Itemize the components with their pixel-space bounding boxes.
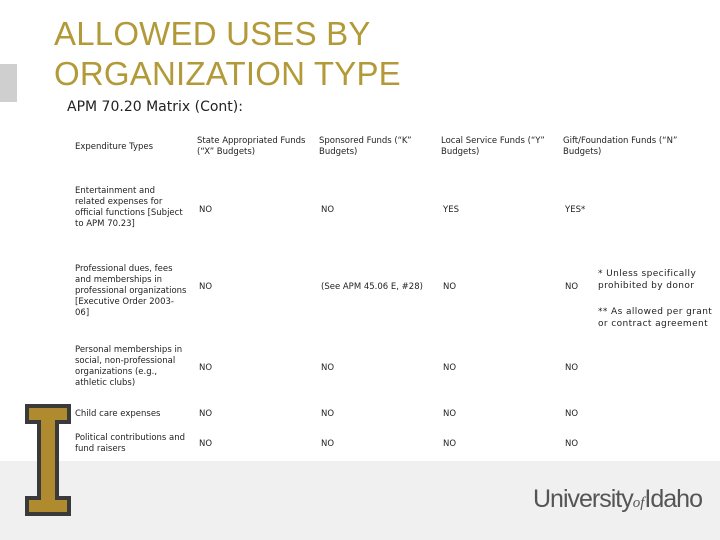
row-child-care-sponsored: NO <box>321 409 335 419</box>
row-child-care-state: NO <box>199 409 213 419</box>
header-gift-foundation-funds: Gift/Foundation Funds (“N” Budgets) <box>563 136 678 157</box>
accent-bar <box>0 64 17 102</box>
row-political-state: NO <box>199 439 213 449</box>
footnote-grant: ** As allowed per grant or contract agreement <box>598 307 713 329</box>
slide-title <box>54 14 614 94</box>
row-entertainment-local: YES <box>443 205 459 215</box>
row-professional-dues-gift: NO <box>565 282 579 292</box>
row-political-type: Political contributions and fund raisers <box>75 433 186 454</box>
row-entertainment-sponsored: NO <box>321 205 335 215</box>
row-personal-memberships-local: NO <box>443 363 457 373</box>
row-professional-dues-state: NO <box>199 282 213 292</box>
row-entertainment-gift: YES* <box>565 205 586 215</box>
footnote-donor: * Unless specifically prohibited by donor <box>598 269 697 291</box>
row-personal-memberships-sponsored: NO <box>321 363 335 373</box>
row-personal-memberships-type: Personal memberships in social, non-professional organizations (e.g., athletic clubs) <box>75 345 183 388</box>
row-child-care-type: Child care expenses <box>75 409 161 419</box>
wordmark-idaho: Idaho <box>644 485 702 513</box>
row-child-care-local: NO <box>443 409 457 419</box>
row-political-sponsored: NO <box>321 439 335 449</box>
wordmark-university: University <box>533 485 633 513</box>
row-child-care-gift: NO <box>565 409 579 419</box>
wordmark-of: of <box>632 495 645 511</box>
header-state-funds: State Appropriated Funds (“X” Budgets) <box>197 136 306 157</box>
row-political-local: NO <box>443 439 457 449</box>
row-personal-memberships-state: NO <box>199 363 213 373</box>
row-personal-memberships-gift: NO <box>565 363 579 373</box>
row-entertainment-type: Entertainment and related expenses for official functions [Subject to APM 70.23] <box>75 186 183 229</box>
university-i-logo-icon <box>25 404 71 516</box>
row-professional-dues-sponsored: (See APM 45.06 E, #28) <box>321 282 423 292</box>
row-professional-dues-local: NO <box>443 282 457 292</box>
row-political-gift: NO <box>565 439 579 449</box>
title-line-1: ALLOWED USES BY <box>54 15 371 52</box>
header-sponsored-funds: Sponsored Funds (“K” Budgets) <box>319 136 412 157</box>
university-of-idaho-wordmark <box>533 484 702 518</box>
header-local-service-funds: Local Service Funds (“Y” Budgets) <box>441 136 545 157</box>
title-line-2: ORGANIZATION TYPE <box>54 55 401 92</box>
header-expenditure-types: Expenditure Types <box>75 142 154 152</box>
row-entertainment-state: NO <box>199 205 213 215</box>
row-professional-dues-type: Professional dues, fees and memberships in professional organizations [Executive Order 2003-06] <box>75 264 187 318</box>
slide-subtitle: APM 70.20 Matrix (Cont): <box>67 99 243 115</box>
